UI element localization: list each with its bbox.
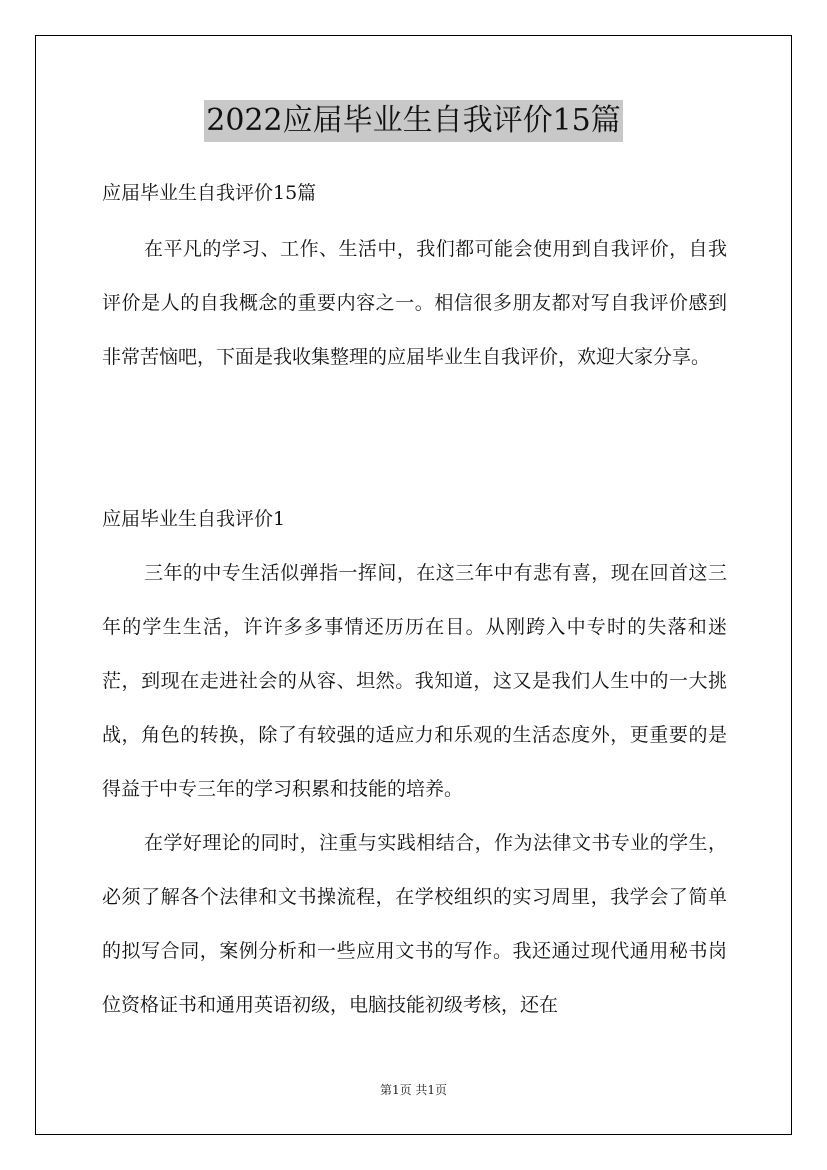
document-title: 2022应届毕业生自我评价15篇 bbox=[204, 100, 623, 142]
intro-paragraph: 在平凡的学习、工作、生活中，我们都可能会使用到自我评价，自我评价是人的自我概念的重要内容之一。相信很多朋友都对写自我评价感到非常苦恼吧，下面是我收集整理的应届毕业生自我评价，欢迎大家分享。 bbox=[102, 238, 727, 368]
page-footer: 第1页 共1页 bbox=[379, 1083, 448, 1097]
section-paragraph: 三年的中专生活似弹指一挥间，在这三年中有悲有喜，现在回首这三年的学生生活，许许多多事情还历历在目。从刚跨入中专时的失落和迷茫，到现在走进社会的从容、坦然。我知道，这又是我们人生中的一大挑战，角色的转换，除了有较强的适应力和乐观的生活态度外，更重要的是得益于中专三年的学习积累和技能的培养。 bbox=[102, 562, 727, 800]
section-heading: 应届毕业生自我评价1 bbox=[102, 508, 286, 530]
title-container bbox=[0, 100, 827, 142]
section-paragraph: 在学好理论的同时，注重与实践相结合，作为法律文书专业的学生，必须了解各个法律和文书操流程，在学校组织的实习周里，我学会了简单的拟写合同，案例分析和一些应用文书的写作。我还通过现代通用秘书岗位资格证书和通用英语初级，电脑技能初级考核，还在 bbox=[102, 832, 727, 1016]
document-subtitle: 应届毕业生自我评价15篇 bbox=[102, 182, 317, 204]
